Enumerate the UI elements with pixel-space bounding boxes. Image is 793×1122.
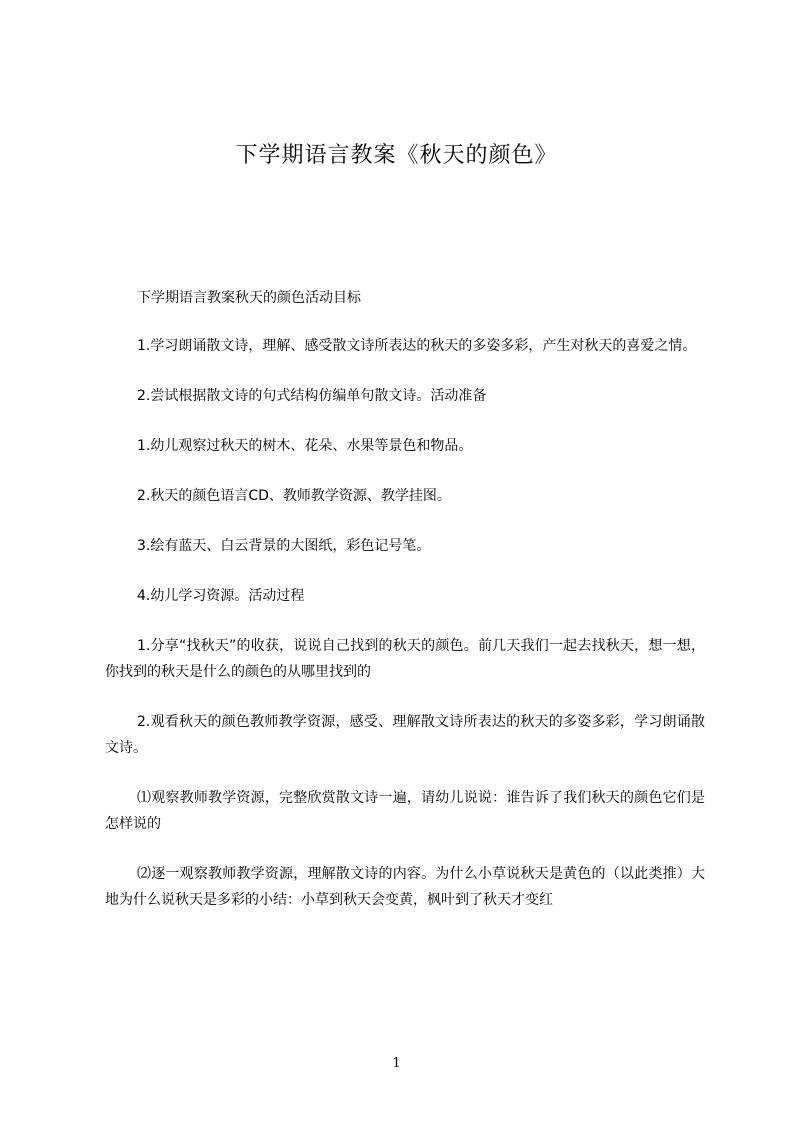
- paragraph: 1.学习朗诵散文诗，理解、感受散文诗所表达的秋天的多姿多彩，产生对秋天的喜爱之情。: [137, 338, 697, 354]
- paragraph: 1.幼儿观察过秋天的树木、花朵、水果等景色和物品。: [137, 438, 473, 454]
- document-body: [105, 285, 705, 937]
- paragraph: 2.观看秋天的颜色教师教学资源，感受、理解散文诗所表达的秋天的多姿多彩，学习朗诵散文诗。: [105, 714, 705, 756]
- page-number: 1: [392, 1056, 401, 1071]
- paragraph: 4.幼儿学习资源。活动过程: [137, 588, 305, 604]
- paragraph: ⑵逐一观察教师教学资源，理解散文诗的内容。为什么小草说秋天是黄色的（以此类推）大地为什么说秋天是多彩的小结：小草到秋天会变黄，枫叶到了秋天才变红: [105, 866, 705, 908]
- paragraph: 2.尝试根据散文诗的句式结构仿编单句散文诗。活动准备: [137, 388, 487, 404]
- paragraph: 2.秋天的颜色语言CD、教师教学资源、教学挂图。: [137, 488, 451, 504]
- paragraph: 1.分享“找秋天”的收获，说说自己找到的秋天的颜色。前几天我们一起去找秋天，想一想，你找到的秋天是什么的颜色的从哪里找到的: [105, 638, 705, 680]
- paragraph: 下学期语言教案秋天的颜色活动目标: [137, 290, 361, 306]
- document-title: 下学期语言教案《秋天的颜色》: [235, 143, 558, 168]
- paragraph: 3.绘有蓝天、白云背景的大图纸，彩色记号笔。: [137, 538, 431, 554]
- paragraph: ⑴观察教师教学资源，完整欣赏散文诗一遍，请幼儿说说：谁告诉了我们秋天的颜色它们是怎样说的: [105, 790, 705, 832]
